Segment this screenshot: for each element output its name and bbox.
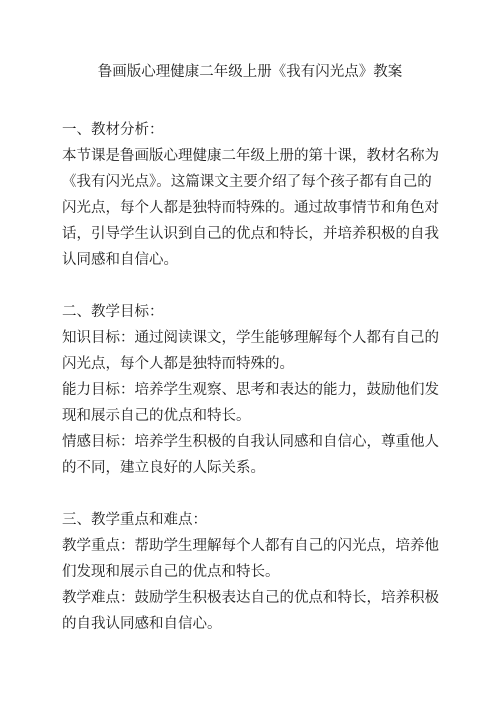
paragraph-line: 认同感和自信心。 xyxy=(62,252,178,268)
paragraph-line: 闪光点，每个人都是独特而特殊的。 xyxy=(62,356,294,372)
paragraph-line: 们发现和展示自己的优点和特长。 xyxy=(62,564,280,580)
paragraph-line: 情感目标：培养学生积极的自我认同感和自信心，尊重他人 xyxy=(62,434,439,450)
section-heading: 一、教材分析： xyxy=(62,122,164,138)
section-heading: 三、教学重点和难点： xyxy=(62,512,207,528)
paragraph-line: 知识目标：通过阅读课文，学生能够理解每个人都有自己的 xyxy=(62,330,439,346)
paragraph-line: 能力目标：培养学生观察、思考和表达的能力，鼓励他们发 xyxy=(62,382,439,398)
paragraph-line: 教学重点：帮助学生理解每个人都有自己的闪光点，培养他 xyxy=(62,538,439,554)
section-key-points-difficulties xyxy=(62,507,447,637)
paragraph-line: 闪光点，每个人都是独特而特殊的。通过故事情节和角色对 xyxy=(62,200,439,216)
paragraph-line: 《我有闪光点》。这篇课文主要介绍了每个孩子都有自己的 xyxy=(62,174,432,190)
paragraph-line: 的自我认同感和自信心。 xyxy=(62,616,222,632)
paragraph-line: 现和展示自己的优点和特长。 xyxy=(62,408,251,424)
section-textbook-analysis xyxy=(62,117,447,273)
document-title: 鲁画版心理健康二年级上册《我有闪光点》教案 xyxy=(97,64,403,80)
section-heading: 二、教学目标： xyxy=(62,304,164,320)
section-teaching-objectives xyxy=(62,299,447,481)
paragraph-line: 话，引导学生认识到自己的优点和特长，并培养积极的自我 xyxy=(62,226,439,242)
paragraph-line: 的不同，建立良好的人际关系。 xyxy=(62,460,265,476)
paragraph-line: 教学难点：鼓励学生积极表达自己的优点和特长，培养积极 xyxy=(62,590,439,606)
paragraph-line: 本节课是鲁画版心理健康二年级上册的第十课，教材名称为 xyxy=(62,148,439,164)
